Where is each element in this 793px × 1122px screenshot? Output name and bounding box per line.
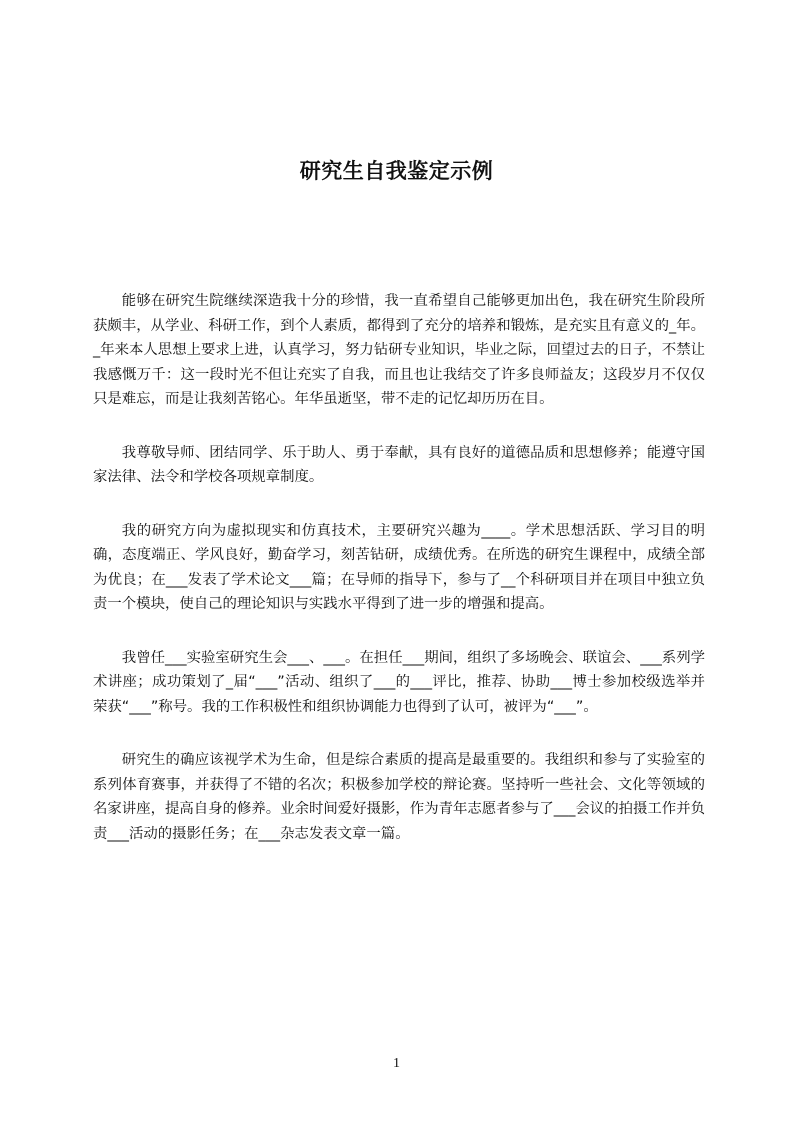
- paragraph-overall-quality: 研究生的确应该视学术为生命，但是综合素质的提高是最重要的。我组织和参与了实验室的系列体育赛事，并获得了不错的名次；积极参加学校的辩论赛。坚持听一些社会、文化等领域的名家讲座，提高自身的修养。业余时间爱好摄影，作为青年志愿者参与了___会议的拍摄工作并负责___活动的摄影任务；在___杂志发表文章一篇。: [93, 752, 705, 842]
- document-title: 研究生自我鉴定示例: [299, 159, 494, 184]
- paragraph-intro: 能够在研究生院继续深造我十分的珍惜，我一直希望自己能够更加出色，我在研究生阶段所获颇丰，从学业、科研工作，到个人素质，都得到了充分的培养和锻炼，是充实且有意义的_年。_年来本人思想上要求上进，认真学习，努力钻研专业知识，毕业之际，回望过去的日子，不禁让我感慨万千：这一段时光不但让充实了自我，而且也让我结交了许多良师益友；这段岁月不仅仅只是难忘，而是让我刻苦铭心。年华虽逝坚，带不走的记忆却历历在目。: [93, 293, 705, 407]
- page-number: 1: [393, 1056, 400, 1071]
- paragraph-research: 我的研究方向为虚拟现实和仿真技术，主要研究兴趣为____。学术思想活跃、学习目的明确，态度端正、学风良好，勤奋学习，刻苦钻研，成绩优秀。在所选的研究生课程中，成绩全部为优良；在___发表了学术论文___篇；在导师的指导下，参与了__个科研项目并在项目中独立负责一个模块，使自己的理论知识与实践水平得到了进一步的增强和提高。: [93, 522, 705, 612]
- paragraph-conduct: 我尊敬导师、团结同学、乐于助人、勇于奉献，具有良好的道德品质和思想修养；能遵守国家法律、法令和学校各项规章制度。: [93, 444, 705, 485]
- document-body: [93, 289, 705, 875]
- paragraph-student-union: 我曾任___实验室研究生会___、___。在担任___期间，组织了多场晚会、联谊会、___系列学术讲座；成功策划了_届“___”活动、组织了___的___评比，推荐、协助___博士参加校级选举并荣获“___”称号。我的工作积极性和组织协调能力也得到了认可，被评为“___”。: [93, 649, 705, 715]
